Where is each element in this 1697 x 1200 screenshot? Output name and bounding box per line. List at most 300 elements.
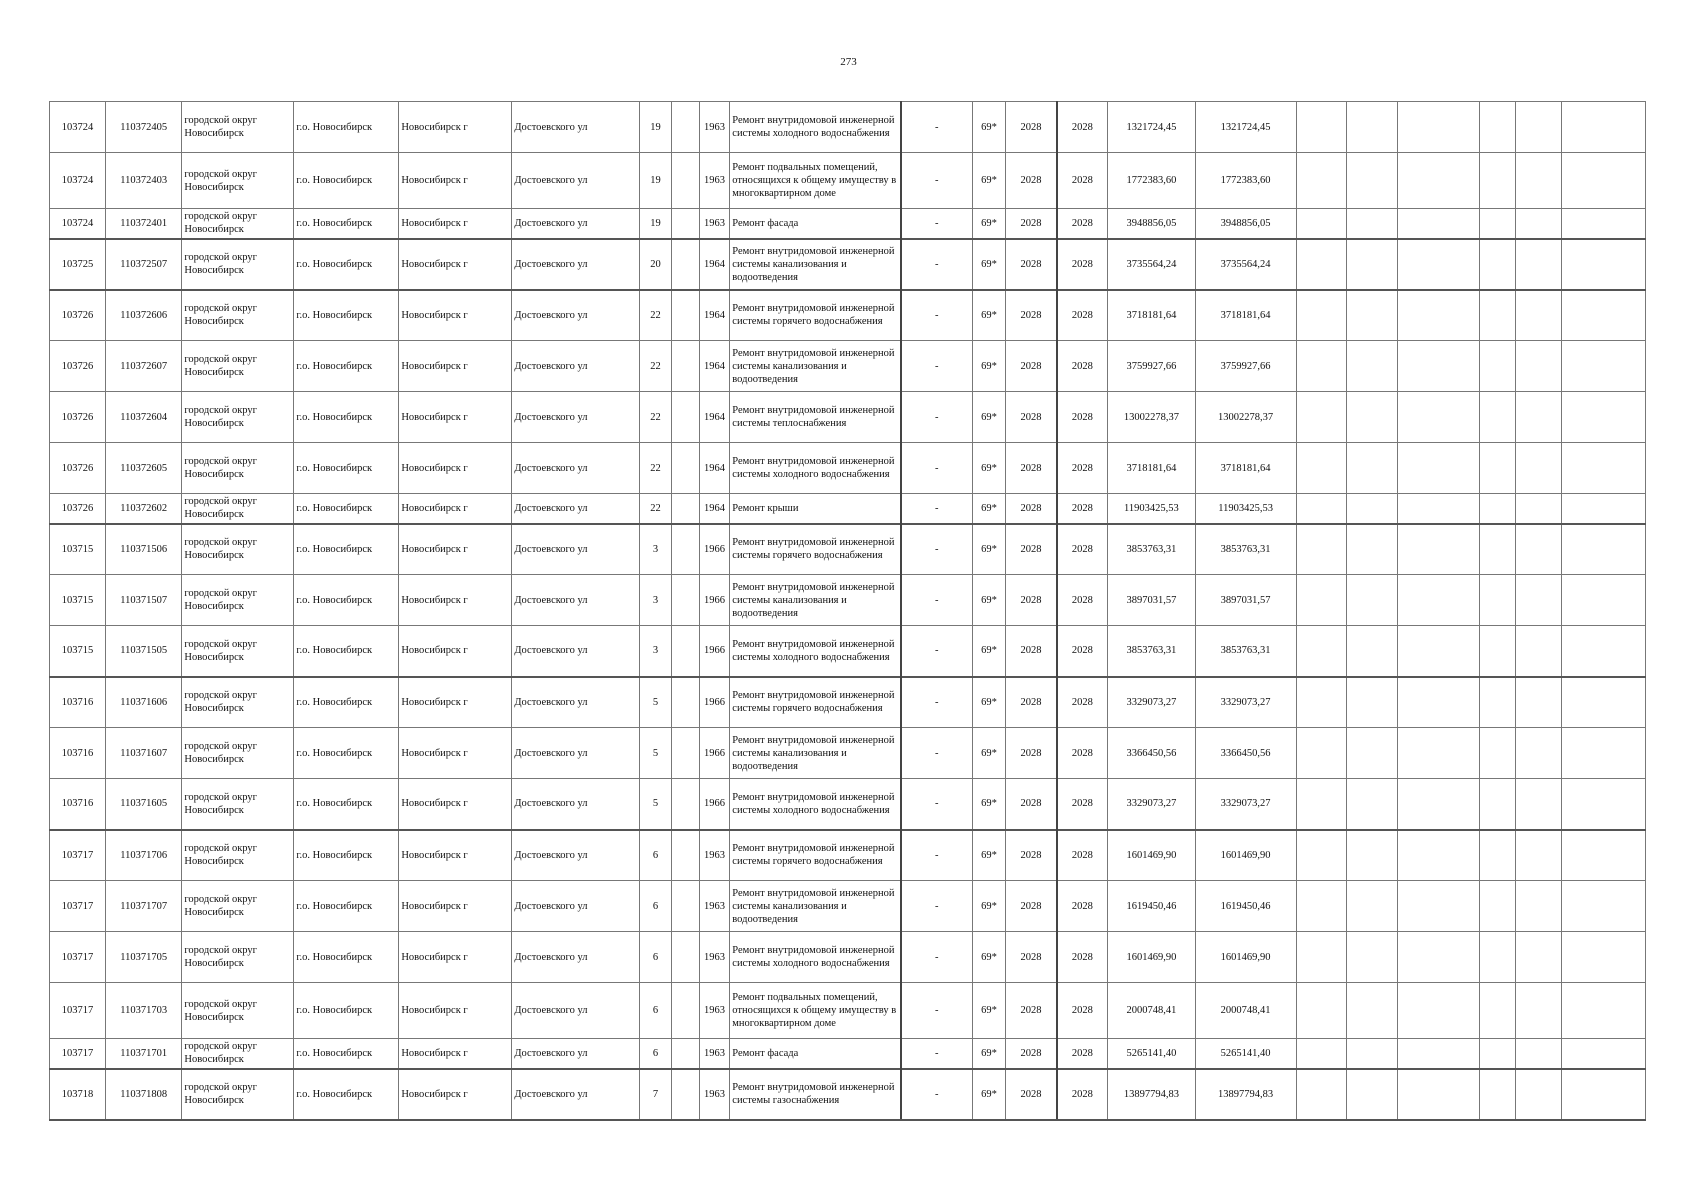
- mark-code: 69*: [972, 494, 1006, 524]
- work-cost: 3853763,31: [1108, 626, 1196, 677]
- street: Достоевского ул: [512, 1069, 639, 1120]
- city: Новосибирск г: [399, 290, 512, 341]
- empty-cell: [1562, 341, 1646, 392]
- work-cost-total: 13897794,83: [1195, 1069, 1296, 1120]
- dash-mark: -: [901, 494, 972, 524]
- empty-cell: [1479, 443, 1516, 494]
- street: Достоевского ул: [512, 626, 639, 677]
- municipality: городской округ Новосибирск: [182, 779, 294, 830]
- plan-end-year: 2028: [1057, 239, 1108, 290]
- plan-start-year: 2028: [1006, 392, 1057, 443]
- district: г.о. Новосибирск: [294, 728, 399, 779]
- build-year: 1964: [699, 290, 730, 341]
- house-number: 6: [639, 830, 672, 881]
- empty-cell: [1296, 1069, 1347, 1120]
- object-id: 103716: [50, 779, 106, 830]
- work-cost-total: 1772383,60: [1195, 153, 1296, 209]
- mark-code: 69*: [972, 575, 1006, 626]
- empty-cell: [1347, 626, 1398, 677]
- plan-end-year: 2028: [1057, 392, 1108, 443]
- plan-start-year: 2028: [1006, 881, 1057, 932]
- dash-mark: -: [901, 239, 972, 290]
- empty-cell: [1562, 1069, 1646, 1120]
- city: Новосибирск г: [399, 392, 512, 443]
- object-id: 103716: [50, 677, 106, 728]
- building-block: [672, 341, 699, 392]
- empty-cell: [1398, 153, 1479, 209]
- mark-code: 69*: [972, 881, 1006, 932]
- empty-cell: [1516, 341, 1562, 392]
- dash-mark: -: [901, 153, 972, 209]
- district: г.о. Новосибирск: [294, 153, 399, 209]
- object-id: 103726: [50, 341, 106, 392]
- build-year: 1966: [699, 728, 730, 779]
- city: Новосибирск г: [399, 153, 512, 209]
- object-id: 103717: [50, 932, 106, 983]
- municipality: городской округ Новосибирск: [182, 102, 294, 153]
- plan-start-year: 2028: [1006, 1039, 1057, 1069]
- dash-mark: -: [901, 1039, 972, 1069]
- empty-cell: [1296, 209, 1347, 239]
- empty-cell: [1516, 494, 1562, 524]
- empty-cell: [1562, 524, 1646, 575]
- empty-cell: [1479, 677, 1516, 728]
- object-id: 103717: [50, 830, 106, 881]
- plan-end-year: 2028: [1057, 881, 1108, 932]
- empty-cell: [1479, 881, 1516, 932]
- building-block: [672, 153, 699, 209]
- district: г.о. Новосибирск: [294, 575, 399, 626]
- empty-cell: [1347, 341, 1398, 392]
- work-type: Ремонт внутридомовой инженерной системы холодного водоснабжения: [730, 102, 901, 153]
- street: Достоевского ул: [512, 239, 639, 290]
- empty-cell: [1516, 1069, 1562, 1120]
- work-cost-total: 3853763,31: [1195, 524, 1296, 575]
- repair-program-table: [49, 101, 1646, 1121]
- district: г.о. Новосибирск: [294, 626, 399, 677]
- work-code: 110372604: [106, 392, 182, 443]
- building-block: [672, 626, 699, 677]
- municipality: городской округ Новосибирск: [182, 830, 294, 881]
- empty-cell: [1347, 881, 1398, 932]
- work-cost: 3759927,66: [1108, 341, 1196, 392]
- work-code: 110372605: [106, 443, 182, 494]
- district: г.о. Новосибирск: [294, 392, 399, 443]
- empty-cell: [1562, 209, 1646, 239]
- work-type: Ремонт внутридомовой инженерной системы горячего водоснабжения: [730, 830, 901, 881]
- mark-code: 69*: [972, 1039, 1006, 1069]
- work-cost: 3735564,24: [1108, 239, 1196, 290]
- work-cost: 5265141,40: [1108, 1039, 1196, 1069]
- empty-cell: [1516, 153, 1562, 209]
- table-row: [50, 290, 1646, 341]
- district: г.о. Новосибирск: [294, 239, 399, 290]
- district: г.о. Новосибирск: [294, 443, 399, 494]
- city: Новосибирск г: [399, 524, 512, 575]
- plan-end-year: 2028: [1057, 1069, 1108, 1120]
- district: г.о. Новосибирск: [294, 494, 399, 524]
- district: г.о. Новосибирск: [294, 881, 399, 932]
- empty-cell: [1347, 209, 1398, 239]
- work-type: Ремонт внутридомовой инженерной системы канализования и водоотведения: [730, 881, 901, 932]
- house-number: 5: [639, 728, 672, 779]
- empty-cell: [1347, 153, 1398, 209]
- empty-cell: [1479, 626, 1516, 677]
- plan-start-year: 2028: [1006, 290, 1057, 341]
- municipality: городской округ Новосибирск: [182, 932, 294, 983]
- plan-start-year: 2028: [1006, 209, 1057, 239]
- house-number: 19: [639, 102, 672, 153]
- plan-end-year: 2028: [1057, 932, 1108, 983]
- plan-start-year: 2028: [1006, 1069, 1057, 1120]
- empty-cell: [1347, 677, 1398, 728]
- street: Достоевского ул: [512, 494, 639, 524]
- work-cost: 1772383,60: [1108, 153, 1196, 209]
- empty-cell: [1516, 1039, 1562, 1069]
- empty-cell: [1516, 677, 1562, 728]
- plan-end-year: 2028: [1057, 575, 1108, 626]
- work-cost-total: 3329073,27: [1195, 677, 1296, 728]
- empty-cell: [1296, 830, 1347, 881]
- city: Новосибирск г: [399, 575, 512, 626]
- district: г.о. Новосибирск: [294, 932, 399, 983]
- empty-cell: [1516, 290, 1562, 341]
- build-year: 1966: [699, 626, 730, 677]
- work-cost-total: 3853763,31: [1195, 626, 1296, 677]
- work-code: 110371606: [106, 677, 182, 728]
- building-block: [672, 209, 699, 239]
- street: Достоевского ул: [512, 290, 639, 341]
- municipality: городской округ Новосибирск: [182, 239, 294, 290]
- plan-end-year: 2028: [1057, 677, 1108, 728]
- building-block: [672, 524, 699, 575]
- work-type: Ремонт крыши: [730, 494, 901, 524]
- object-id: 103726: [50, 443, 106, 494]
- plan-start-year: 2028: [1006, 983, 1057, 1039]
- work-type: Ремонт внутридомовой инженерной системы холодного водоснабжения: [730, 779, 901, 830]
- plan-end-year: 2028: [1057, 728, 1108, 779]
- empty-cell: [1562, 779, 1646, 830]
- empty-cell: [1516, 102, 1562, 153]
- mark-code: 69*: [972, 102, 1006, 153]
- empty-cell: [1296, 677, 1347, 728]
- build-year: 1964: [699, 494, 730, 524]
- empty-cell: [1347, 494, 1398, 524]
- plan-start-year: 2028: [1006, 575, 1057, 626]
- build-year: 1964: [699, 392, 730, 443]
- house-number: 22: [639, 341, 672, 392]
- building-block: [672, 239, 699, 290]
- work-cost-total: 1601469,90: [1195, 932, 1296, 983]
- empty-cell: [1562, 677, 1646, 728]
- plan-end-year: 2028: [1057, 626, 1108, 677]
- empty-cell: [1296, 239, 1347, 290]
- work-cost: 2000748,41: [1108, 983, 1196, 1039]
- table-row: [50, 881, 1646, 932]
- building-block: [672, 881, 699, 932]
- plan-end-year: 2028: [1057, 209, 1108, 239]
- build-year: 1966: [699, 779, 730, 830]
- work-cost: 1601469,90: [1108, 932, 1196, 983]
- work-cost: 3853763,31: [1108, 524, 1196, 575]
- build-year: 1966: [699, 575, 730, 626]
- work-cost-total: 13002278,37: [1195, 392, 1296, 443]
- work-type: Ремонт внутридомовой инженерной системы теплоснабжения: [730, 392, 901, 443]
- plan-end-year: 2028: [1057, 153, 1108, 209]
- empty-cell: [1479, 830, 1516, 881]
- build-year: 1964: [699, 239, 730, 290]
- build-year: 1963: [699, 1039, 730, 1069]
- work-cost: 3329073,27: [1108, 779, 1196, 830]
- mark-code: 69*: [972, 153, 1006, 209]
- empty-cell: [1479, 575, 1516, 626]
- municipality: городской округ Новосибирск: [182, 1039, 294, 1069]
- dash-mark: -: [901, 677, 972, 728]
- work-code: 110372602: [106, 494, 182, 524]
- district: г.о. Новосибирск: [294, 983, 399, 1039]
- building-block: [672, 575, 699, 626]
- work-code: 110371706: [106, 830, 182, 881]
- empty-cell: [1479, 524, 1516, 575]
- work-code: 110371707: [106, 881, 182, 932]
- house-number: 6: [639, 881, 672, 932]
- empty-cell: [1296, 443, 1347, 494]
- work-cost-total: 3948856,05: [1195, 209, 1296, 239]
- work-code: 110371705: [106, 932, 182, 983]
- table-row: [50, 983, 1646, 1039]
- plan-start-year: 2028: [1006, 494, 1057, 524]
- municipality: городской округ Новосибирск: [182, 209, 294, 239]
- plan-end-year: 2028: [1057, 102, 1108, 153]
- empty-cell: [1516, 575, 1562, 626]
- district: г.о. Новосибирск: [294, 102, 399, 153]
- work-cost: 11903425,53: [1108, 494, 1196, 524]
- empty-cell: [1562, 575, 1646, 626]
- street: Достоевского ул: [512, 677, 639, 728]
- empty-cell: [1398, 239, 1479, 290]
- plan-start-year: 2028: [1006, 779, 1057, 830]
- work-type: Ремонт внутридомовой инженерной системы канализования и водоотведения: [730, 341, 901, 392]
- work-cost-total: 2000748,41: [1195, 983, 1296, 1039]
- building-block: [672, 1069, 699, 1120]
- city: Новосибирск г: [399, 881, 512, 932]
- empty-cell: [1296, 524, 1347, 575]
- work-cost: 3718181,64: [1108, 290, 1196, 341]
- empty-cell: [1347, 392, 1398, 443]
- empty-cell: [1479, 779, 1516, 830]
- work-cost-total: 1601469,90: [1195, 830, 1296, 881]
- object-id: 103715: [50, 626, 106, 677]
- build-year: 1963: [699, 932, 730, 983]
- municipality: городской округ Новосибирск: [182, 983, 294, 1039]
- empty-cell: [1562, 932, 1646, 983]
- work-cost-total: 3718181,64: [1195, 290, 1296, 341]
- district: г.о. Новосибирск: [294, 524, 399, 575]
- dash-mark: -: [901, 102, 972, 153]
- empty-cell: [1398, 392, 1479, 443]
- street: Достоевского ул: [512, 881, 639, 932]
- empty-cell: [1562, 881, 1646, 932]
- object-id: 103717: [50, 881, 106, 932]
- empty-cell: [1516, 626, 1562, 677]
- empty-cell: [1347, 932, 1398, 983]
- house-number: 22: [639, 290, 672, 341]
- dash-mark: -: [901, 209, 972, 239]
- work-type: Ремонт внутридомовой инженерной системы горячего водоснабжения: [730, 290, 901, 341]
- dash-mark: -: [901, 575, 972, 626]
- work-cost-total: 3897031,57: [1195, 575, 1296, 626]
- object-id: 103726: [50, 290, 106, 341]
- empty-cell: [1516, 932, 1562, 983]
- empty-cell: [1516, 728, 1562, 779]
- district: г.о. Новосибирск: [294, 830, 399, 881]
- plan-start-year: 2028: [1006, 932, 1057, 983]
- empty-cell: [1347, 1039, 1398, 1069]
- empty-cell: [1479, 392, 1516, 443]
- house-number: 7: [639, 1069, 672, 1120]
- work-cost-total: 11903425,53: [1195, 494, 1296, 524]
- street: Достоевского ул: [512, 209, 639, 239]
- table-row: [50, 443, 1646, 494]
- plan-end-year: 2028: [1057, 779, 1108, 830]
- street: Достоевского ул: [512, 983, 639, 1039]
- empty-cell: [1398, 728, 1479, 779]
- empty-cell: [1398, 341, 1479, 392]
- empty-cell: [1398, 102, 1479, 153]
- dash-mark: -: [901, 728, 972, 779]
- city: Новосибирск г: [399, 728, 512, 779]
- empty-cell: [1562, 728, 1646, 779]
- work-cost: 1619450,46: [1108, 881, 1196, 932]
- municipality: городской округ Новосибирск: [182, 392, 294, 443]
- dash-mark: -: [901, 779, 972, 830]
- table-row: [50, 1039, 1646, 1069]
- plan-start-year: 2028: [1006, 341, 1057, 392]
- empty-cell: [1296, 1039, 1347, 1069]
- table-row: [50, 102, 1646, 153]
- work-cost: 13897794,83: [1108, 1069, 1196, 1120]
- empty-cell: [1516, 830, 1562, 881]
- build-year: 1966: [699, 677, 730, 728]
- table-row: [50, 209, 1646, 239]
- city: Новосибирск г: [399, 1039, 512, 1069]
- city: Новосибирск г: [399, 677, 512, 728]
- table-row: [50, 779, 1646, 830]
- empty-cell: [1296, 728, 1347, 779]
- work-type: Ремонт внутридомовой инженерной системы канализования и водоотведения: [730, 239, 901, 290]
- empty-cell: [1516, 779, 1562, 830]
- table-row: [50, 575, 1646, 626]
- empty-cell: [1398, 575, 1479, 626]
- mark-code: 69*: [972, 341, 1006, 392]
- empty-cell: [1562, 1039, 1646, 1069]
- empty-cell: [1398, 677, 1479, 728]
- empty-cell: [1398, 443, 1479, 494]
- empty-cell: [1479, 1069, 1516, 1120]
- street: Достоевского ул: [512, 341, 639, 392]
- street: Достоевского ул: [512, 779, 639, 830]
- object-id: 103716: [50, 728, 106, 779]
- empty-cell: [1296, 881, 1347, 932]
- municipality: городской округ Новосибирск: [182, 881, 294, 932]
- mark-code: 69*: [972, 392, 1006, 443]
- work-code: 110371507: [106, 575, 182, 626]
- empty-cell: [1296, 575, 1347, 626]
- page-number: 273: [840, 56, 857, 68]
- district: г.о. Новосибирск: [294, 677, 399, 728]
- city: Новосибирск г: [399, 932, 512, 983]
- street: Достоевского ул: [512, 728, 639, 779]
- plan-end-year: 2028: [1057, 524, 1108, 575]
- empty-cell: [1516, 443, 1562, 494]
- city: Новосибирск г: [399, 102, 512, 153]
- work-cost-total: 1619450,46: [1195, 881, 1296, 932]
- mark-code: 69*: [972, 239, 1006, 290]
- house-number: 20: [639, 239, 672, 290]
- empty-cell: [1479, 239, 1516, 290]
- empty-cell: [1296, 494, 1347, 524]
- empty-cell: [1398, 1039, 1479, 1069]
- building-block: [672, 494, 699, 524]
- work-code: 110372606: [106, 290, 182, 341]
- empty-cell: [1479, 102, 1516, 153]
- house-number: 6: [639, 932, 672, 983]
- work-cost-total: 3329073,27: [1195, 779, 1296, 830]
- plan-end-year: 2028: [1057, 1039, 1108, 1069]
- work-type: Ремонт внутридомовой инженерной системы холодного водоснабжения: [730, 932, 901, 983]
- empty-cell: [1479, 494, 1516, 524]
- street: Достоевского ул: [512, 443, 639, 494]
- object-id: 103726: [50, 494, 106, 524]
- city: Новосибирск г: [399, 239, 512, 290]
- dash-mark: -: [901, 1069, 972, 1120]
- house-number: 5: [639, 779, 672, 830]
- work-cost-total: 3366450,56: [1195, 728, 1296, 779]
- house-number: 22: [639, 494, 672, 524]
- dash-mark: -: [901, 443, 972, 494]
- empty-cell: [1398, 881, 1479, 932]
- table-row: [50, 341, 1646, 392]
- building-block: [672, 983, 699, 1039]
- empty-cell: [1398, 932, 1479, 983]
- work-cost: 1601469,90: [1108, 830, 1196, 881]
- work-type: Ремонт фасада: [730, 1039, 901, 1069]
- dash-mark: -: [901, 290, 972, 341]
- empty-cell: [1296, 392, 1347, 443]
- house-number: 5: [639, 677, 672, 728]
- work-type: Ремонт внутридомовой инженерной системы холодного водоснабжения: [730, 443, 901, 494]
- building-block: [672, 677, 699, 728]
- house-number: 3: [639, 524, 672, 575]
- city: Новосибирск г: [399, 779, 512, 830]
- street: Достоевского ул: [512, 575, 639, 626]
- empty-cell: [1562, 830, 1646, 881]
- object-id: 103725: [50, 239, 106, 290]
- object-id: 103717: [50, 983, 106, 1039]
- build-year: 1963: [699, 983, 730, 1039]
- building-block: [672, 392, 699, 443]
- empty-cell: [1347, 728, 1398, 779]
- dash-mark: -: [901, 830, 972, 881]
- object-id: 103715: [50, 575, 106, 626]
- work-type: Ремонт подвальных помещений, относящихся к общему имуществу в многоквартирном доме: [730, 983, 901, 1039]
- dash-mark: -: [901, 881, 972, 932]
- dash-mark: -: [901, 524, 972, 575]
- municipality: городской округ Новосибирск: [182, 341, 294, 392]
- mark-code: 69*: [972, 677, 1006, 728]
- municipality: городской округ Новосибирск: [182, 575, 294, 626]
- empty-cell: [1516, 239, 1562, 290]
